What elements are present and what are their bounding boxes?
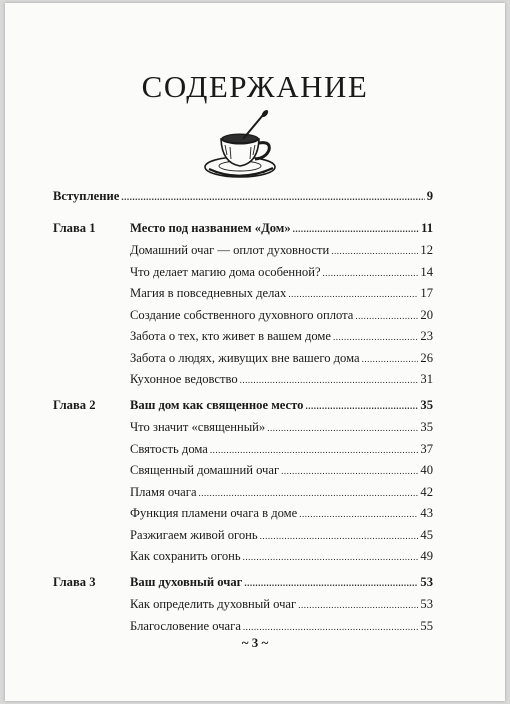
toc-item[interactable] <box>130 286 433 301</box>
teacup-illustration-icon <box>203 109 283 187</box>
toc-item[interactable] <box>130 372 433 387</box>
toc-item-label: Магия в повседневных делах <box>130 286 287 300</box>
dot-leader <box>260 531 419 541</box>
dot-leader <box>199 488 419 498</box>
toc-item-page: 26 <box>420 350 433 365</box>
chapter-3-page: 53 <box>420 575 433 589</box>
page-title: СОДЕРЖАНИЕ <box>141 69 369 104</box>
dot-leader <box>121 192 424 202</box>
toc-item-label: Как определить духовный очаг <box>130 597 297 611</box>
book-page <box>5 3 505 701</box>
chapter-3-title: Ваш духовный очаг <box>130 575 243 589</box>
toc-item-label: Кухонное ведовство <box>130 372 238 386</box>
toc-item-label: Святость дома <box>130 441 208 456</box>
chapter-2-page: 35 <box>420 398 433 412</box>
toc-item-label: Функция пламени очага в доме <box>130 506 298 520</box>
chapter-2-entry[interactable] <box>130 398 433 413</box>
dot-leader <box>210 445 419 455</box>
dot-leader <box>288 289 418 299</box>
toc-item-page: 42 <box>420 484 433 499</box>
dot-leader <box>299 509 418 519</box>
toc-item[interactable] <box>130 619 433 634</box>
toc-item-label: Что значит «священный» <box>130 420 266 434</box>
chapter-3-label: Глава 3 <box>53 575 96 589</box>
toc-item-label: Что делает магию дома особенной? <box>130 264 321 279</box>
toc-item-label: Забота о тех, кто живет в вашем доме <box>130 329 331 343</box>
chapter-2-label: Глава 2 <box>53 398 96 412</box>
toc-item-page: 23 <box>420 329 433 343</box>
toc-intro-label: Вступление <box>53 189 120 203</box>
toc-item-page: 49 <box>420 549 433 563</box>
dot-leader <box>243 622 419 632</box>
toc-item-page: 20 <box>420 307 433 322</box>
toc-item[interactable] <box>130 528 433 543</box>
dot-leader <box>267 423 418 433</box>
toc-item-label: Забота о людях, живущих вне вашего дома <box>130 350 360 365</box>
toc-item[interactable] <box>130 351 433 366</box>
toc-item-page: 14 <box>420 264 433 279</box>
toc-item-page: 55 <box>420 618 433 633</box>
toc-item-label: Домашний очаг — оплот духовности <box>130 243 330 257</box>
toc-item[interactable] <box>130 420 433 435</box>
chapter-1-label: Глава 1 <box>53 221 96 235</box>
toc-item-page: 40 <box>420 463 433 477</box>
dot-leader <box>333 332 418 342</box>
dot-leader <box>305 401 418 411</box>
toc-item[interactable] <box>130 485 433 500</box>
chapter-1-entry[interactable] <box>130 221 433 236</box>
toc-item-page: 12 <box>420 243 433 257</box>
toc-item[interactable] <box>130 506 433 521</box>
dot-leader <box>281 466 418 476</box>
toc-item-label: Как сохранить огонь <box>130 549 241 563</box>
dot-leader <box>331 246 418 256</box>
toc-item-label: Благословение очага <box>130 618 241 633</box>
dot-leader <box>298 600 418 610</box>
toc-item-label: Создание собственного духовного оплота <box>130 307 354 322</box>
chapter-3-entry[interactable] <box>130 575 433 590</box>
toc-item-label: Пламя очага <box>130 484 197 499</box>
toc-item-page: 35 <box>420 420 433 434</box>
toc-item[interactable] <box>130 265 433 280</box>
toc-item-page: 31 <box>420 372 433 386</box>
dot-leader <box>240 375 419 385</box>
toc-intro-page: 9 <box>426 189 433 203</box>
toc-item-page: 37 <box>420 441 433 456</box>
toc-item[interactable] <box>130 442 433 457</box>
dot-leader <box>243 552 419 562</box>
chapter-1-title: Место под названием «Дом» <box>130 221 291 235</box>
toc-item[interactable] <box>130 463 433 478</box>
toc-item-label: Священный домашний очаг <box>130 463 280 477</box>
chapter-2-title: Ваш дом как священное место <box>130 398 304 412</box>
dot-leader <box>293 224 419 234</box>
toc-item-page: 53 <box>420 597 433 611</box>
dot-leader <box>362 354 419 364</box>
toc-item[interactable] <box>130 549 433 564</box>
dot-leader <box>355 311 418 321</box>
toc-item-page: 45 <box>420 527 433 542</box>
toc-item[interactable] <box>130 308 433 323</box>
toc-intro[interactable] <box>53 189 433 204</box>
toc-item[interactable] <box>130 329 433 344</box>
toc-item-page: 17 <box>420 286 433 300</box>
dot-leader <box>323 268 419 278</box>
toc-item-label: Разжигаем живой огонь <box>130 527 258 542</box>
toc-item[interactable] <box>130 243 433 258</box>
toc-item-page: 43 <box>420 506 433 520</box>
dot-leader <box>244 578 418 588</box>
page-number: ~ 3 ~ <box>241 635 269 650</box>
toc-item[interactable] <box>130 597 433 612</box>
chapter-1-page: 11 <box>421 221 433 235</box>
